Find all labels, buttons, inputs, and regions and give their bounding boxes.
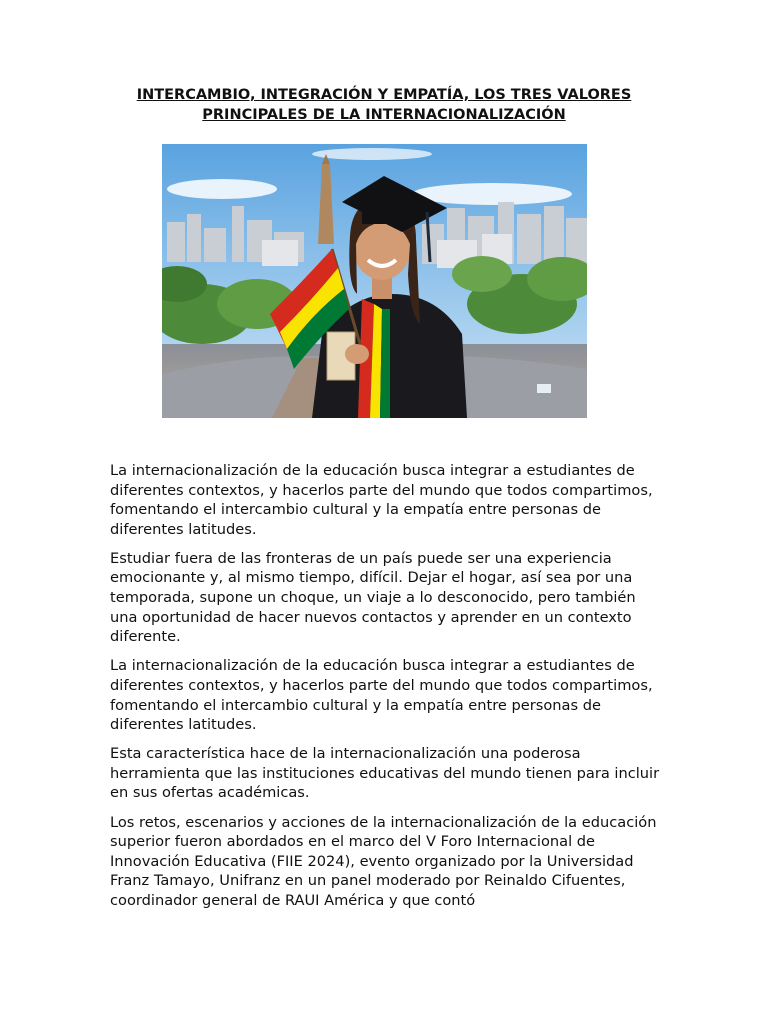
paragraph: La internacionalización de la educación busca integrar a estudiantes de diferentes contextos, y hacerlos parte del mundo que todos compartimos, fomentando el intercambio cultural y la empatía entre personas de diferentes latitudes. bbox=[110, 657, 653, 734]
graduate-photo bbox=[162, 144, 587, 418]
paragraph: La internacionalización de la educación busca integrar a estudiantes de diferentes contextos, y hacerlos parte del mundo que todos compartimos, fomentando el intercambio cultural y la empatía entre personas de diferentes latitudes. bbox=[110, 462, 653, 538]
title-line-1: INTERCAMBIO, INTEGRACIÓN Y EMPATÍA, LOS TRES VALORES bbox=[136, 87, 632, 103]
paragraph: Esta característica hace de la internacionalización una poderosa herramienta que las instituciones educativas del mundo tienen para incluir en sus ofertas académicas. bbox=[110, 745, 660, 802]
article-title bbox=[100, 85, 668, 125]
paragraph: Estudiar fuera de las fronteras de un país puede ser una experiencia emocionante y, al mismo tiempo, difícil. Dejar el hogar, así sea por una temporada, supone un choque, un viaje a lo desconocido, pero también una oportunidad de hacer nuevos contactos y aprender en un contexto diferente. bbox=[110, 549, 636, 646]
article-body bbox=[110, 461, 662, 920]
title-line-2: PRINCIPALES DE LA INTERNACIONALIZACIÓN bbox=[202, 107, 566, 123]
paragraph: Los retos, escenarios y acciones de la internacionalización de la educación superior fueron abordados en el marco del V Foro Internacional de Innovación Educativa (FIIE 2024), evento organizado por la Universidad Franz Tamayo, Unifranz en un panel moderado por Reinaldo Cifuentes, coordinador general de RAUI América y que contó bbox=[110, 813, 657, 909]
